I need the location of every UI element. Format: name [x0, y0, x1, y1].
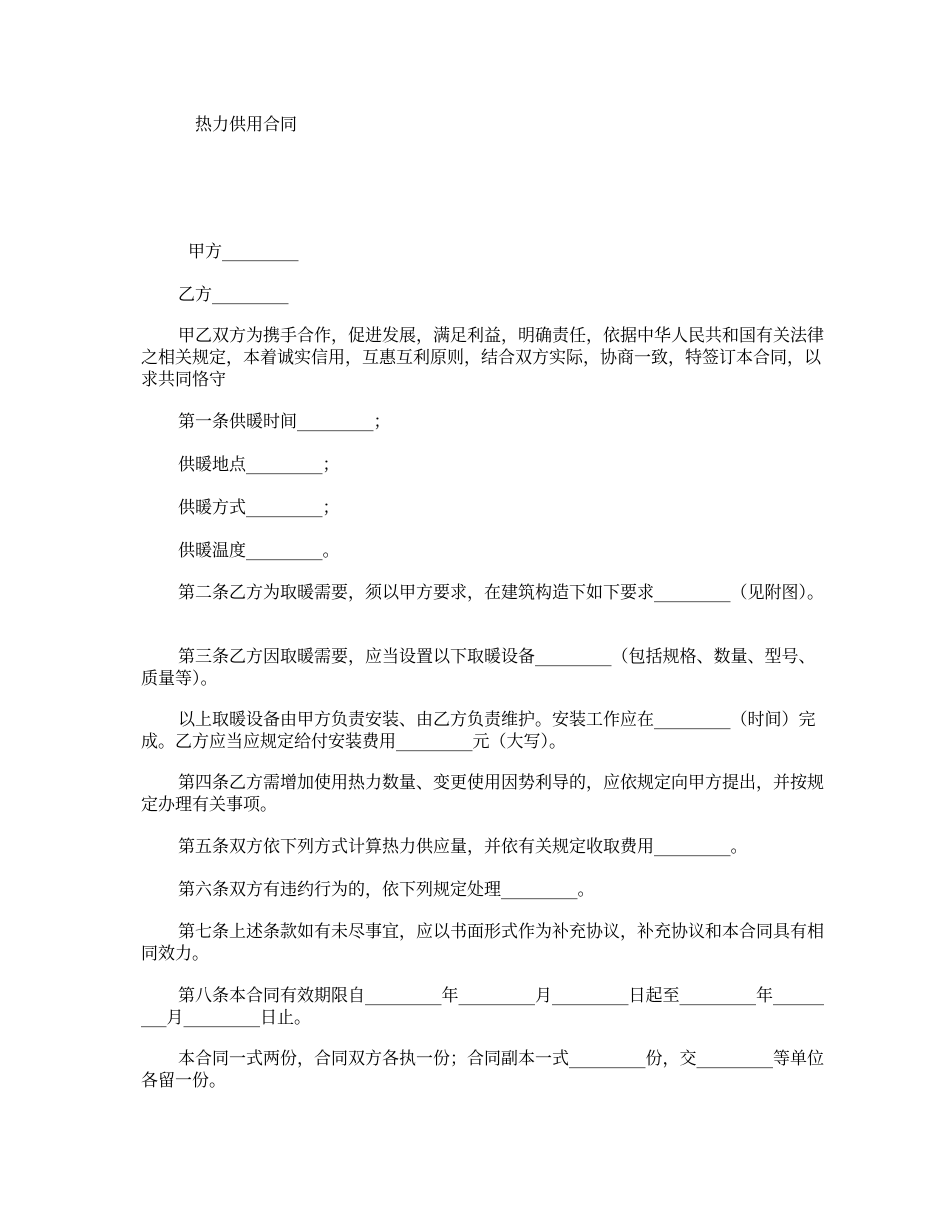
article-7-paragraph: 第七条上述条款如有未尽事宜，应以书面形式作为补充协议，补充协议和本合同具有相同效力。 [141, 922, 824, 964]
article-1-heating-time: 第一条供暖时间_________； [178, 412, 391, 432]
document-title: 热力供用合同 [195, 115, 297, 135]
article-3-paragraph: 第三条乙方因取暖需要，应当设置以下取暖设备_________（包括规格、数量、型号、质量等）。 [141, 647, 816, 689]
heating-method: 供暖方式_________； [178, 498, 340, 518]
party-b-line: 乙方_________ [178, 285, 289, 305]
preamble-paragraph: 甲乙双方为携手合作，促进发展，满足利益，明确责任，依据中华人民共和国有关法律之相关规定，本着诚实信用，互惠互利原则，结合双方实际，协商一致，特签订本合同，以求共同恪守 [141, 326, 824, 390]
party-a-line: 甲方_________ [188, 242, 299, 262]
article-2-paragraph: 第二条乙方为取暖需要，须以甲方要求，在建筑构造下如下要求_________（见附图）。 [178, 583, 824, 603]
heating-temperature: 供暖温度_________。 [178, 541, 340, 561]
article-8-paragraph: 第八条本合同有效期限自_________年_________月_________日起至_________年_________月_________日止。 [141, 986, 824, 1028]
article-6-paragraph: 第六条双方有违约行为的，依下列规定处理_________。 [178, 880, 595, 900]
copies-paragraph: 本合同一式两份，合同双方各执一份；合同副本一式_________份，交_________等单位各留一份。 [141, 1049, 824, 1091]
installation-paragraph: 以上取暖设备由甲方负责安装、由乙方负责维护。安装工作应在_________（时间）完成。乙方应当应规定给付安装费用_________元（大写）。 [141, 710, 816, 752]
article-5-paragraph: 第五条双方依下列方式计算热力供应量，并依有关规定收取费用_________。 [178, 837, 748, 857]
article-4-paragraph: 第四条乙方需增加使用热力数量、变更使用因势利导的，应依规定向甲方提出，并按规定办理有关事项。 [141, 773, 824, 815]
heating-location: 供暖地点_________； [178, 455, 340, 475]
